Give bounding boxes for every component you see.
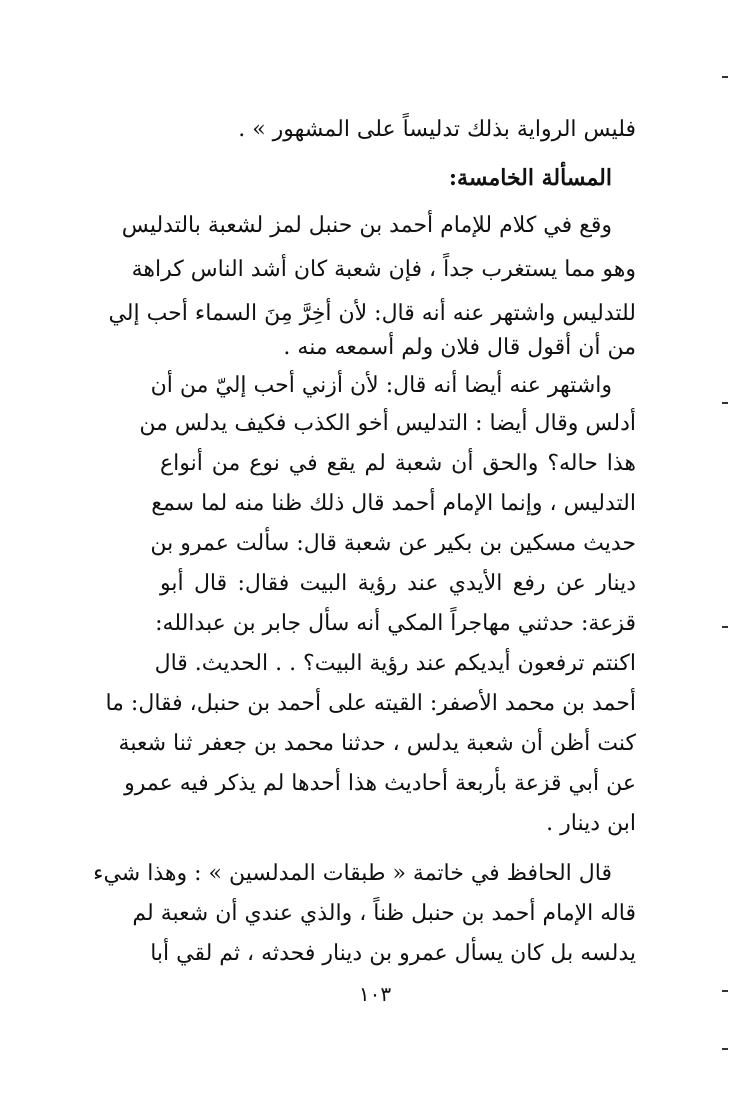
text-line: واشتهر عنه أيضا أنه قال: لأن أزني أحب إليّ من أن: [150, 373, 612, 398]
text-line: قزعة: حدثني مهاجراً المكي أنه سأل جابر بن عبدالله:: [155, 611, 636, 636]
text-line: أحمد بن محمد الأصفر: القيته على أحمد بن حنبل، فقال: ما: [105, 691, 636, 716]
section-heading: المسألة الخامسة:: [448, 165, 612, 191]
text-line: قال الحافظ في خاتمة « طبقات المدلسين » : وهذا شيء: [93, 861, 612, 886]
text-line: للتدليس واشتهر عنه أنه قال: لأن أخِرَّ مِنَ السماء أحب إلي: [108, 301, 636, 326]
text-line: وهو مما يستغرب جداً ، فإن شعبة كان أشد الناس كراهة: [131, 257, 636, 282]
text-line: يدلسه بل كان يسأل عمرو بن دينار فحدثه ، ثم لقي أبا: [150, 941, 636, 966]
text-line: ابن دينار .: [546, 811, 636, 836]
text-line: فليس الرواية بذلك تدليساً على المشهور » .: [238, 117, 636, 142]
margin-mark: [722, 990, 728, 992]
text-line: حديث مسكين بن بكير عن شعبة قال: سألت عمرو بن: [150, 531, 636, 556]
margin-mark: [722, 76, 728, 78]
margin-mark: [722, 1048, 728, 1050]
text-line: قاله الإمام أحمد بن حنبل ظناً ، والذي عندي أن شعبة لم: [132, 901, 636, 926]
text-line: وقع في كلام للإمام أحمد بن حنبل لمز لشعبة بالتدليس: [121, 213, 612, 238]
text-line: دينار عن رفع الأيدي عند رؤية البيت فقال: قال أبو: [160, 571, 636, 596]
text-line: عن أبي قزعة بأربعة أحاديث هذا أحدها لم يذكر فيه عمرو: [124, 771, 636, 796]
text-line: اكنتم ترفعون أيديكم عند رؤية البيت؟ . . الحديث. قال: [154, 651, 636, 676]
text-line: أدلس وقال أيضا : التدليس أخو الكذب فكيف يدلس من: [139, 411, 636, 436]
margin-mark: [722, 402, 728, 404]
text-line: من أن أقول قال فلان ولم أسمعه منه .: [283, 335, 636, 360]
page-number: ١٠٣: [358, 982, 392, 1006]
margin-mark: [722, 626, 728, 628]
text-line: هذا حاله؟ والحق أن شعبة لم يقع في نوع من أنواع: [160, 451, 636, 476]
text-line: كنت أظن أن شعبة يدلس ، حدثنا محمد بن جعفر ثنا شعبة: [118, 731, 636, 756]
text-line: التدليس ، وإنما الإمام أحمد قال ذلك ظنا منه لما سمع: [151, 491, 636, 516]
